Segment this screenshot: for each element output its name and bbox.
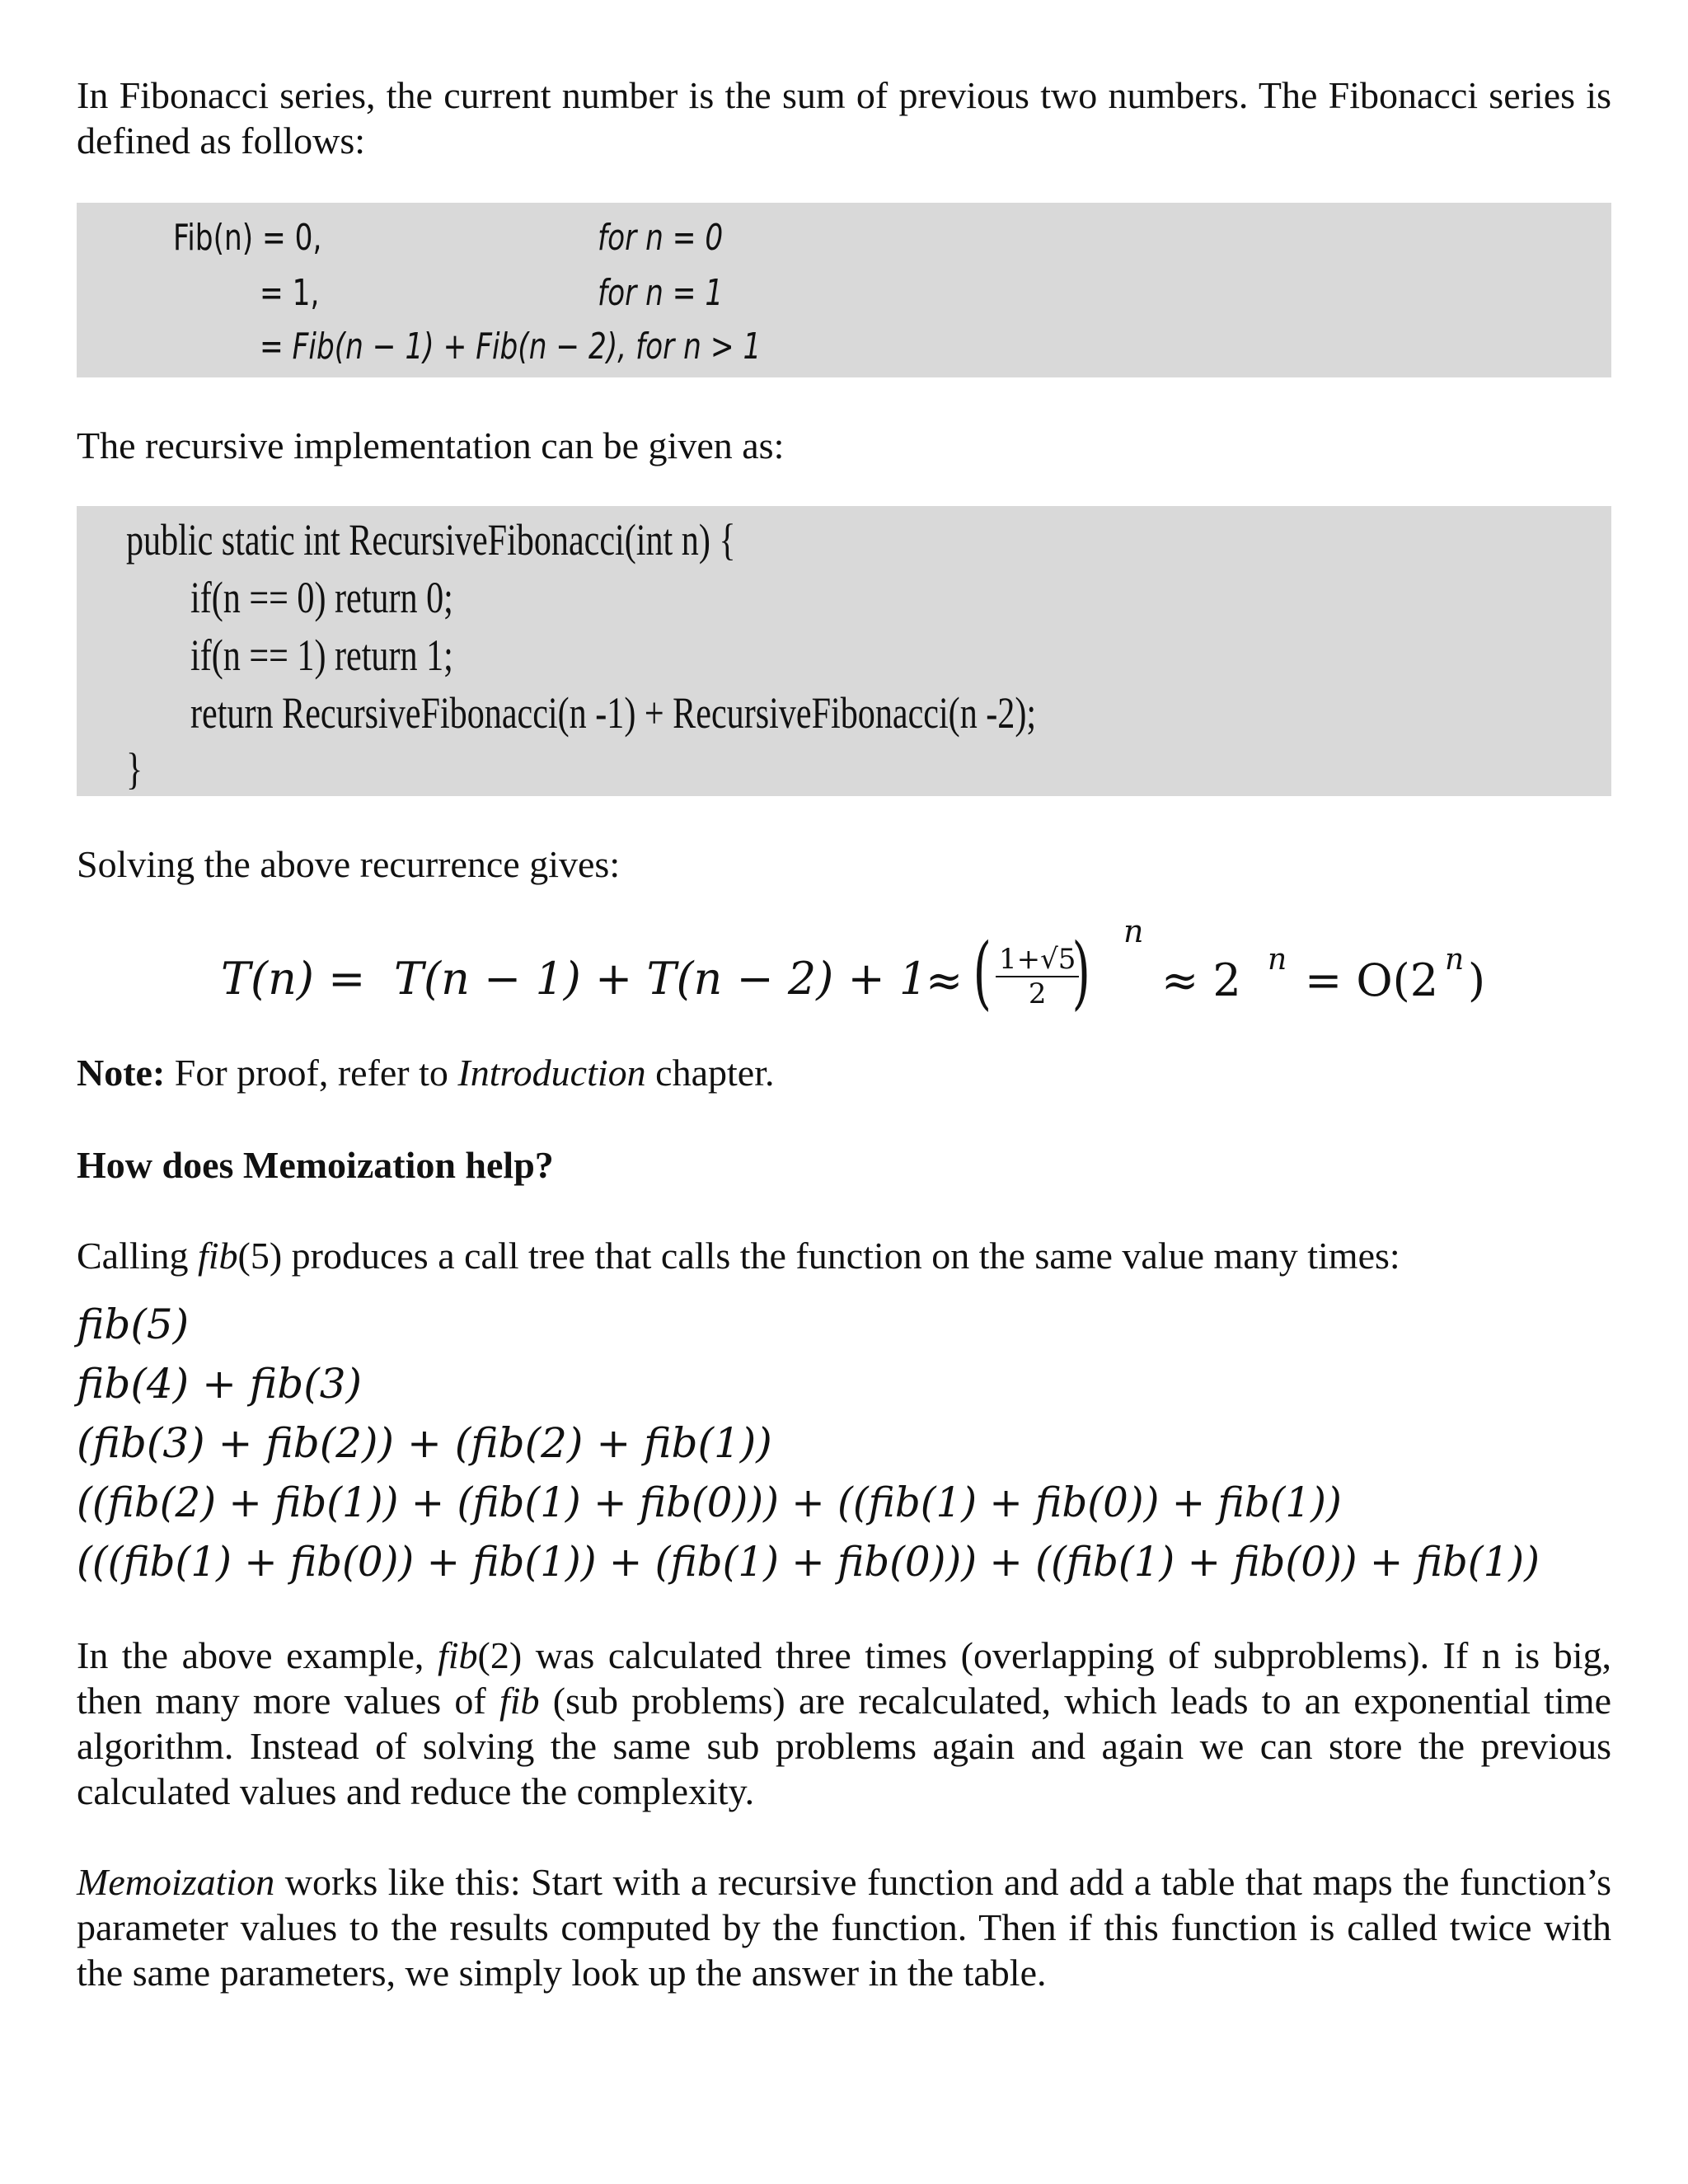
call-tree-line-2: fib(4) + fib(3) bbox=[77, 1360, 363, 1408]
note-italic: Introduction bbox=[457, 1052, 646, 1094]
memoization-text: works like this: Start with a recursive function and add a table that maps the function’s parameter values to the results computed by the function. Then if this function is called twice with the same parameters, we simply look up the answer in the table. bbox=[77, 1861, 1611, 1994]
fib-def-cond-1: for n = 0 bbox=[598, 217, 724, 259]
big-o: = O(2 bbox=[1305, 954, 1439, 1006]
call-tree-intro bbox=[77, 1233, 1611, 1278]
example-text-2: (2) was calculated three times (overlapping of subproblems). If n is big, then many more values of bbox=[77, 1634, 1611, 1722]
recurrence-rhs: T(n − 1) + T(n − 2) + 1 bbox=[394, 953, 928, 1005]
code-line-2: if(n == 0) return 0; bbox=[190, 573, 453, 622]
code-line-5: } bbox=[126, 744, 143, 794]
fraction-numerator: 1+√5 bbox=[996, 943, 1079, 977]
fib-def-row-2 bbox=[260, 265, 319, 322]
memoization-paragraph bbox=[77, 1859, 1611, 1995]
example-text-1: In the above example, bbox=[77, 1634, 438, 1676]
left-paren: ( bbox=[973, 926, 992, 1019]
example-italic-1: fib bbox=[437, 1634, 478, 1676]
example-paragraph bbox=[77, 1633, 1611, 1814]
document-page bbox=[77, 73, 1611, 1995]
call-tree-intro-italic: fib bbox=[197, 1235, 238, 1277]
fibonacci-definition-box bbox=[77, 203, 1611, 377]
fraction-denominator: 2 bbox=[1028, 977, 1047, 1010]
code-line-3: if(n == 1) return 1; bbox=[190, 630, 453, 680]
call-tree-intro-after: (5) produces a call tree that calls the function on the same value many times: bbox=[237, 1235, 1400, 1277]
exponent-n-2: n bbox=[1268, 943, 1287, 977]
big-o-close: ) bbox=[1468, 954, 1486, 1006]
recursive-intro: The recursive implementation can be given as: bbox=[77, 424, 785, 466]
fib-def-lhs-2: = 1, bbox=[260, 272, 320, 314]
fib-def-cond-2-wrap bbox=[598, 265, 723, 322]
exponent-n: n bbox=[1123, 913, 1144, 949]
call-tree-expansion bbox=[77, 1295, 1611, 1591]
intro-paragraph: In Fibonacci series, the current number is the sum of previous two numbers. The Fibonacci series is defined as follows: bbox=[77, 74, 1611, 162]
note-text-before: For proof, refer to bbox=[165, 1052, 458, 1094]
fib-def-row-3 bbox=[260, 318, 761, 376]
call-tree-intro-before: Calling bbox=[77, 1235, 198, 1277]
fib-def-lhs-3: = Fib(n − 1) + Fib(n − 2), for n > 1 bbox=[260, 326, 762, 368]
code-line-1: public static int RecursiveFibonacci(int n) { bbox=[126, 515, 736, 565]
code-line-4: return RecursiveFibonacci(n -1) + RecursiveFibonacci(n -2); bbox=[190, 688, 1037, 738]
call-tree-line-5: (((fib(1) + fib(0)) + fib(1)) + (fib(1) + fib(0))) + ((fib(1) + fib(0)) + fib(1)) bbox=[77, 1538, 1540, 1586]
section-heading: How does Memoization help? bbox=[77, 1144, 554, 1186]
call-tree-line-1: fib(5) bbox=[77, 1301, 190, 1348]
fib-def-lhs-1: Fib(n) = 0, bbox=[173, 217, 322, 259]
memoization-italic: Memoization bbox=[77, 1861, 275, 1903]
fib-def-cond-1-wrap bbox=[598, 209, 723, 267]
recurrence-lhs: T(n) = bbox=[221, 953, 366, 1005]
fib-def-row-1 bbox=[173, 209, 321, 267]
note-paragraph bbox=[77, 1050, 1611, 1095]
golden-ratio-fraction bbox=[996, 943, 1079, 1010]
code-block bbox=[77, 506, 1611, 796]
recurrence-formula bbox=[77, 912, 1611, 1035]
note-text-after: chapter. bbox=[645, 1052, 775, 1094]
example-italic-2: fib bbox=[499, 1680, 540, 1722]
right-paren: ) bbox=[1071, 926, 1090, 1019]
example-text-3: (sub problems) are recalculated, which leads to an exponential time algorithm. Instead of solving the same sub problems again and again we can store the previous calculated values and reduce the complexity. bbox=[77, 1680, 1611, 1812]
call-tree-line-3: (fib(3) + fib(2)) + (fib(2) + fib(1)) bbox=[77, 1419, 772, 1467]
note-label: Note: bbox=[77, 1052, 166, 1094]
solving-text: Solving the above recurrence gives: bbox=[77, 843, 621, 885]
approx-symbol-1: ≈ bbox=[926, 954, 964, 1006]
approx-2-pow: ≈ 2 bbox=[1161, 954, 1241, 1006]
fib-def-cond-2: for n = 1 bbox=[598, 272, 724, 314]
exponent-n-3: n bbox=[1445, 943, 1465, 977]
call-tree-line-4: ((fib(2) + fib(1)) + (fib(1) + fib(0))) + ((fib(1) + fib(0)) + fib(1)) bbox=[77, 1479, 1342, 1526]
